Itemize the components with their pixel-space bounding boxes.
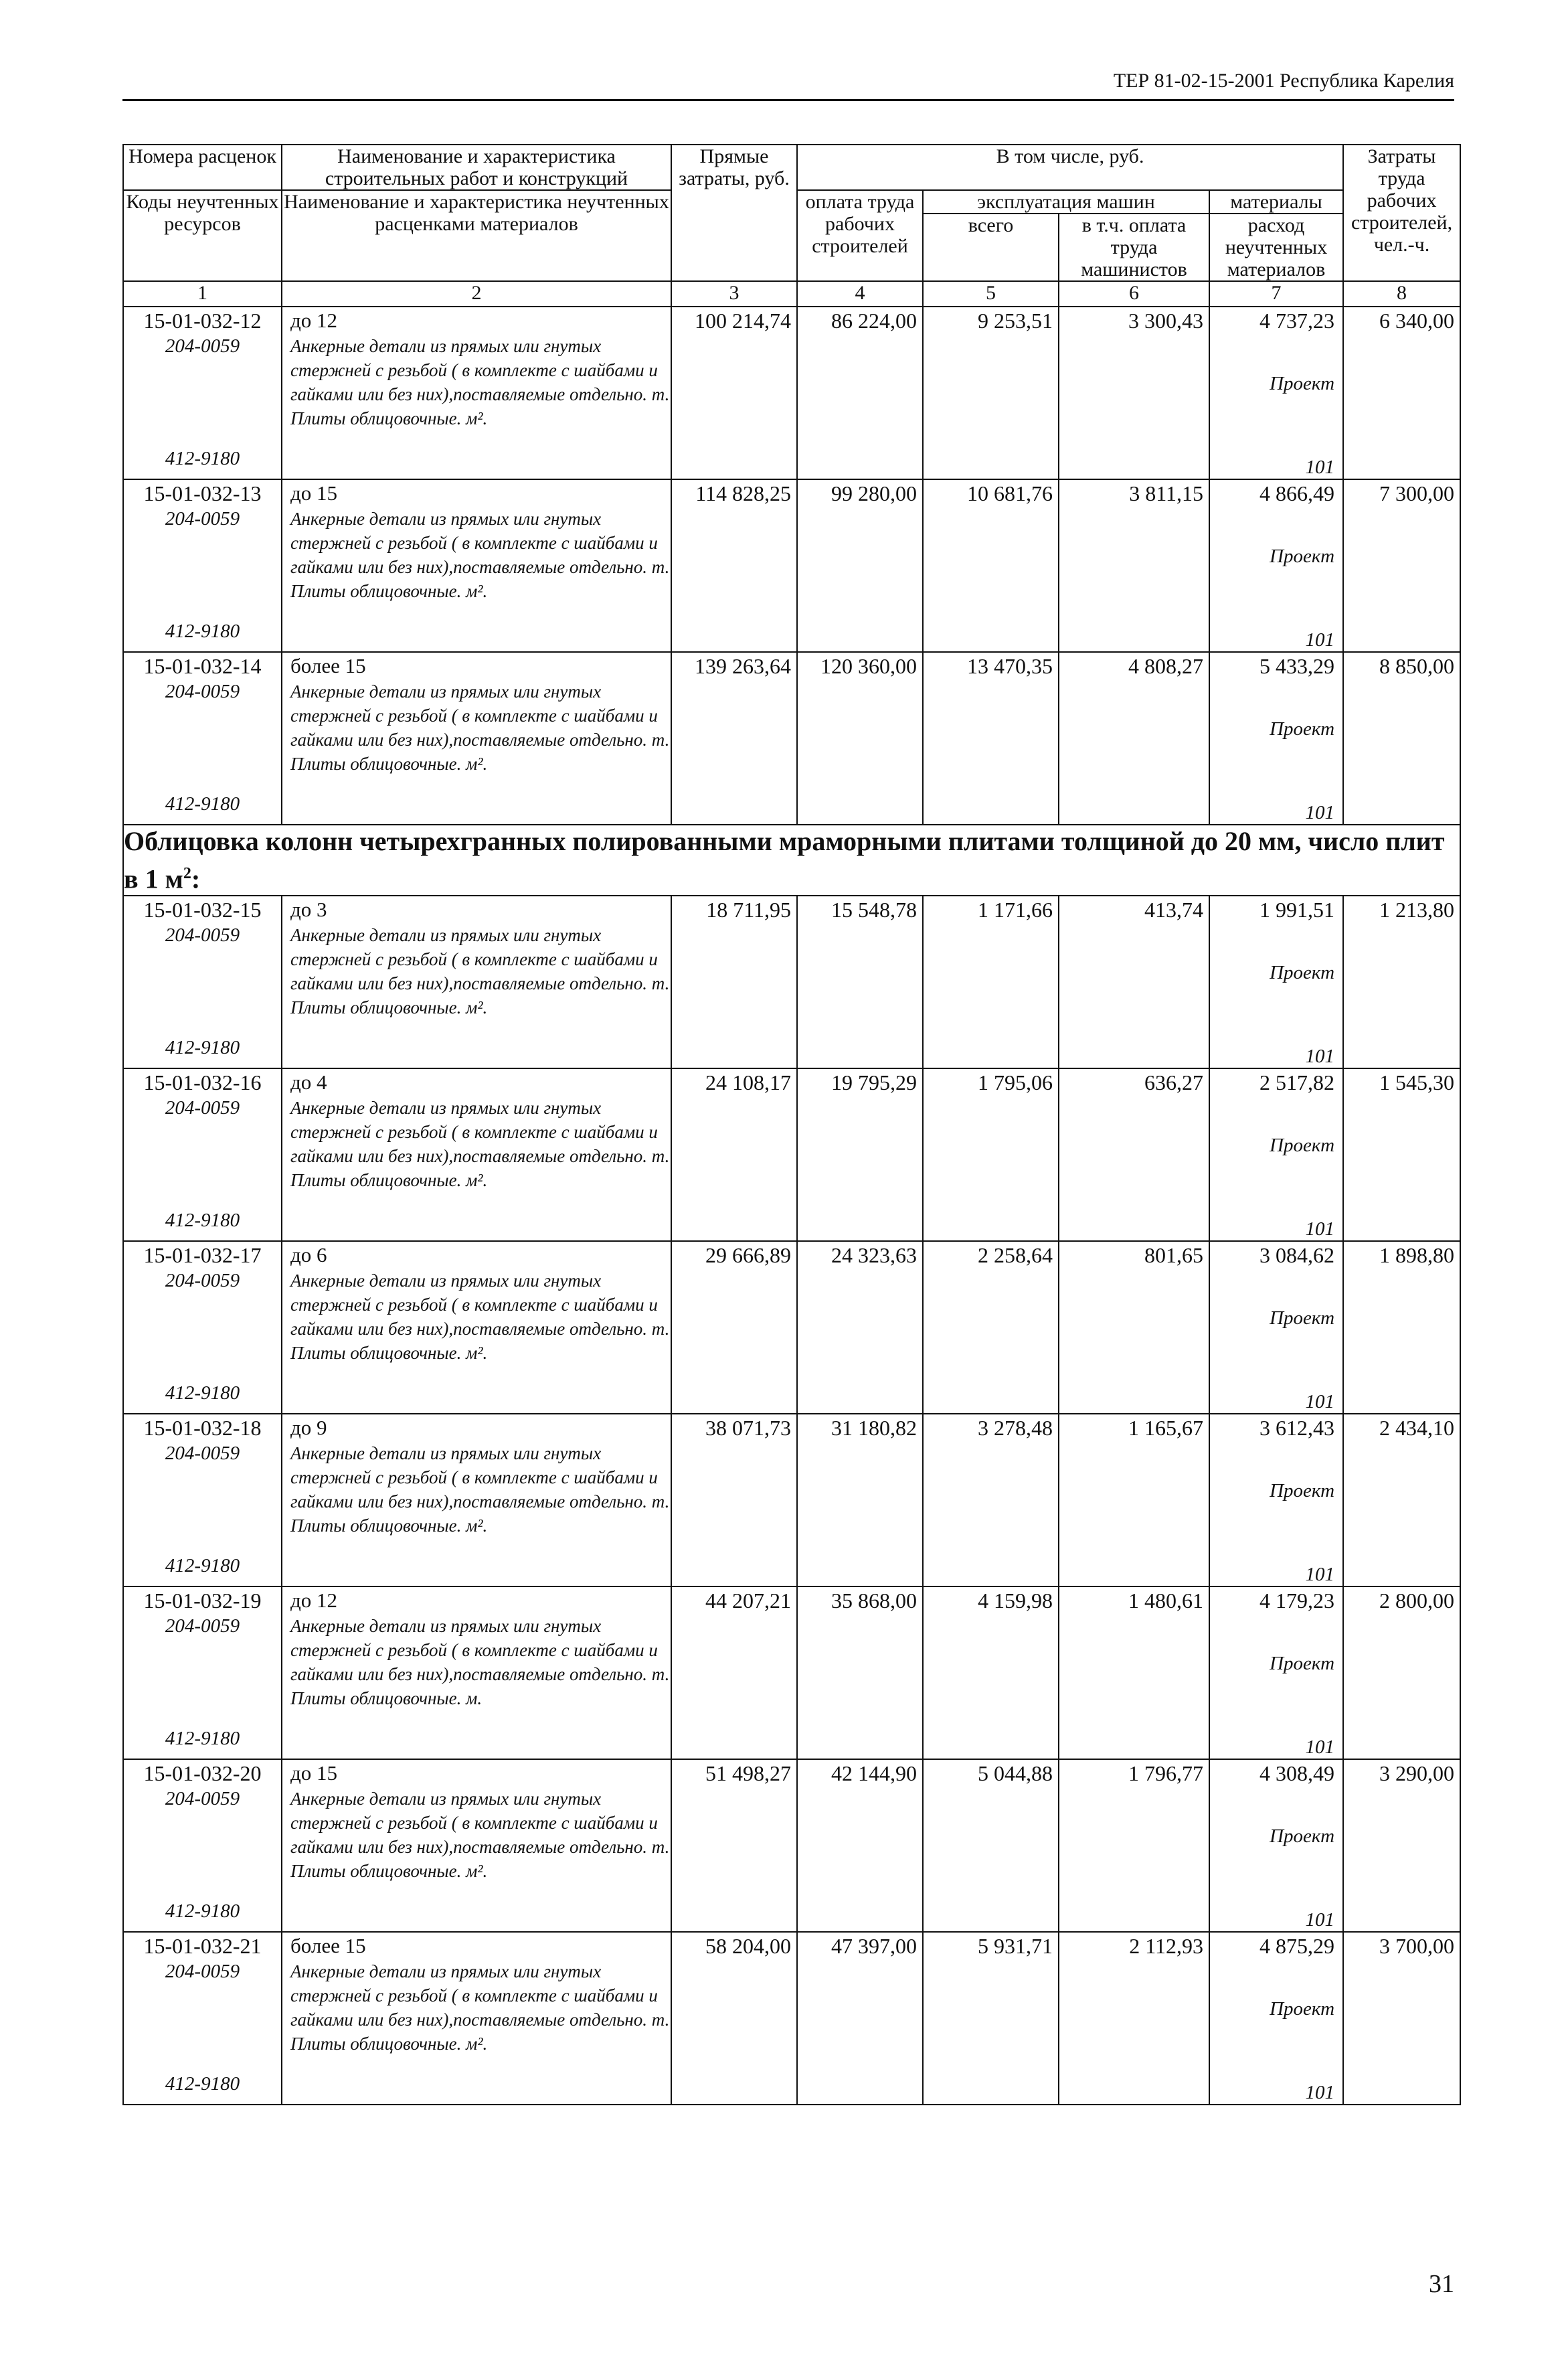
labor-cost: 2 800,00	[1343, 1586, 1460, 1759]
worker-pay: 120 360,00	[797, 652, 923, 825]
rate-code: 15-01-032-16	[143, 1070, 262, 1095]
name-cell	[282, 896, 671, 1068]
anchor-description: Анкерные детали из прямых или гнутых стержней с резьбой ( в комплекте с шайбами и гайками или без них),поставляемые отдельно. т.	[290, 1271, 670, 1339]
code-cell	[123, 1414, 282, 1586]
project-label: Проект	[1270, 1653, 1335, 1675]
plate-description: Плиты облицовочные. м².	[290, 754, 488, 774]
anchor-description: Анкерные детали из прямых или гнутых стержней с резьбой ( в комплекте с шайбами и гайками или без них),поставляемые отдельно. т.	[290, 1789, 670, 1858]
table-row	[123, 1241, 1460, 1414]
anchor-description: Анкерные детали из прямых или гнутых стержней с резьбой ( в комплекте с шайбами и гайками или без них),поставляемые отдельно. т.	[290, 1616, 670, 1685]
name-cell	[282, 479, 671, 652]
anchor-description: Анкерные детали из прямых или гнутых стержней с резьбой ( в комплекте с шайбами и гайками или без них),поставляемые отдельно. т.	[290, 925, 670, 994]
plate-description: Плиты облицовочные. м².	[290, 408, 488, 428]
plate-resource-code: 412-9180	[165, 1037, 240, 1059]
column-number: 1	[123, 281, 282, 307]
table-row	[123, 479, 1460, 652]
project-label: Проект	[1270, 373, 1335, 394]
name-cell	[282, 1414, 671, 1586]
anchor-resource-code: 204-0059	[165, 508, 240, 529]
table-row	[123, 1759, 1460, 1932]
header-labor: Затраты труда рабочих строителей, чел.-ч.	[1343, 145, 1460, 281]
material-quantity: 101	[1305, 1736, 1335, 1759]
worker-pay: 15 548,78	[797, 896, 923, 1068]
item-name: до 6	[290, 1243, 327, 1267]
name-cell	[282, 1759, 671, 1932]
column-number: 7	[1209, 281, 1343, 307]
material-quantity: 101	[1305, 1391, 1335, 1413]
code-cell	[123, 652, 282, 825]
column-number: 3	[671, 281, 797, 307]
item-name: более 15	[290, 1934, 366, 1958]
header-work-name: Наименование и характеристика строительных работ и конструкций	[282, 145, 671, 190]
plate-description: Плиты облицовочные. м².	[290, 1170, 488, 1191]
materials-cost: 4 875,29	[1259, 1934, 1335, 1959]
materials-cost: 4 737,23	[1259, 309, 1335, 333]
materials-cost: 3 084,62	[1259, 1243, 1335, 1268]
materials-cell	[1209, 307, 1343, 479]
rate-code: 15-01-032-20	[143, 1761, 262, 1786]
plate-description: Плиты облицовочные. м².	[290, 2034, 488, 2054]
plate-resource-code: 412-9180	[165, 1382, 240, 1404]
machinist-pay: 3 300,43	[1059, 307, 1209, 479]
machine-cost: 5 044,88	[923, 1759, 1059, 1932]
item-name: до 12	[290, 1588, 338, 1613]
direct-cost: 38 071,73	[671, 1414, 797, 1586]
labor-cost: 2 434,10	[1343, 1414, 1460, 1586]
labor-cost: 3 290,00	[1343, 1759, 1460, 1932]
direct-cost: 58 204,00	[671, 1932, 797, 2105]
code-cell	[123, 1241, 282, 1414]
materials-cell	[1209, 1068, 1343, 1241]
anchor-description: Анкерные детали из прямых или гнутых стержней с резьбой ( в комплекте с шайбами и гайками или без них),поставляемые отдельно. т.	[290, 681, 670, 750]
item-name: до 4	[290, 1070, 327, 1094]
direct-cost: 114 828,25	[671, 479, 797, 652]
worker-pay: 86 224,00	[797, 307, 923, 479]
rate-code: 15-01-032-15	[143, 898, 262, 922]
materials-cell	[1209, 1241, 1343, 1414]
labor-cost: 7 300,00	[1343, 479, 1460, 652]
anchor-description: Анкерные детали из прямых или гнутых стержней с резьбой ( в комплекте с шайбами и гайками или без них),поставляемые отдельно. т.	[290, 509, 670, 577]
direct-cost: 44 207,21	[671, 1586, 797, 1759]
code-cell	[123, 896, 282, 1068]
code-cell	[123, 1759, 282, 1932]
machine-cost: 2 258,64	[923, 1241, 1059, 1414]
materials-cell	[1209, 1586, 1343, 1759]
materials-cell	[1209, 1759, 1343, 1932]
name-cell	[282, 307, 671, 479]
materials-cost: 4 308,49	[1259, 1761, 1335, 1786]
machinist-pay: 2 112,93	[1059, 1932, 1209, 2105]
machinist-pay: 4 808,27	[1059, 652, 1209, 825]
plate-description: Плиты облицовочные. м².	[290, 581, 488, 601]
materials-cell	[1209, 1932, 1343, 2105]
materials-cost: 2 517,82	[1259, 1070, 1335, 1095]
section-heading	[123, 825, 1460, 896]
machine-cost: 3 278,48	[923, 1414, 1059, 1586]
materials-cell	[1209, 896, 1343, 1068]
materials-cost: 4 179,23	[1259, 1588, 1335, 1613]
plate-resource-code: 412-9180	[165, 1210, 240, 1232]
rate-code: 15-01-032-14	[143, 654, 262, 678]
table-row	[123, 307, 1460, 479]
plate-resource-code: 412-9180	[165, 2073, 240, 2095]
code-cell	[123, 1586, 282, 1759]
header-resource-codes: Коды неучтенных ресурсов	[123, 190, 282, 281]
materials-cost: 1 991,51	[1259, 898, 1335, 922]
plate-description: Плиты облицовочные. м².	[290, 997, 488, 1018]
labor-cost: 6 340,00	[1343, 307, 1460, 479]
anchor-resource-code: 204-0059	[165, 1615, 240, 1637]
rate-code: 15-01-032-18	[143, 1416, 262, 1441]
section-heading-superscript: 2	[183, 865, 191, 882]
header-row-1	[123, 145, 1460, 190]
worker-pay: 42 144,90	[797, 1759, 923, 1932]
item-name: до 15	[290, 1761, 338, 1785]
material-quantity: 101	[1305, 2082, 1335, 2104]
worker-pay: 99 280,00	[797, 479, 923, 652]
name-cell	[282, 1241, 671, 1414]
header-machines: эксплуатация машин	[923, 190, 1209, 214]
column-number: 6	[1059, 281, 1209, 307]
materials-cell	[1209, 1414, 1343, 1586]
machine-cost: 13 470,35	[923, 652, 1059, 825]
code-cell	[123, 479, 282, 652]
plate-resource-code: 412-9180	[165, 621, 240, 642]
anchor-resource-code: 204-0059	[165, 1443, 240, 1465]
name-cell	[282, 652, 671, 825]
header-material-name: Наименование и характеристика неучтенных расценками материалов	[282, 190, 671, 281]
section-heading-text: Облицовка колонн четырехгранных полированными мраморными плитами толщиной до 20 мм, число плит в 1 м	[124, 826, 1445, 894]
worker-pay: 24 323,63	[797, 1241, 923, 1414]
direct-cost: 51 498,27	[671, 1759, 797, 1932]
labor-cost: 1 898,80	[1343, 1241, 1460, 1414]
page-number: 31	[1429, 2270, 1454, 2298]
header-machines-total: всего	[923, 214, 1059, 281]
column-number: 5	[923, 281, 1059, 307]
material-quantity: 101	[1305, 457, 1335, 478]
anchor-resource-code: 204-0059	[165, 1788, 240, 1810]
header-direct-costs: Прямые затраты, руб.	[671, 145, 797, 281]
anchor-resource-code: 204-0059	[165, 1270, 240, 1292]
labor-cost: 1 213,80	[1343, 896, 1460, 1068]
rate-code: 15-01-032-21	[143, 1934, 262, 1959]
anchor-resource-code: 204-0059	[165, 1961, 240, 1983]
anchor-resource-code: 204-0059	[165, 681, 240, 702]
plate-resource-code: 412-9180	[165, 448, 240, 469]
machine-cost: 9 253,51	[923, 307, 1059, 479]
machinist-pay: 1 165,67	[1059, 1414, 1209, 1586]
material-quantity: 101	[1305, 1046, 1335, 1068]
plate-description: Плиты облицовочные. м².	[290, 1516, 488, 1536]
column-numbers-row	[123, 281, 1460, 307]
materials-cell	[1209, 652, 1343, 825]
machinist-pay: 636,27	[1059, 1068, 1209, 1241]
anchor-resource-code: 204-0059	[165, 924, 240, 947]
machine-cost: 5 931,71	[923, 1932, 1059, 2105]
column-number: 2	[282, 281, 671, 307]
project-label: Проект	[1270, 1135, 1335, 1157]
table-body-b	[123, 896, 1460, 2105]
code-cell	[123, 1068, 282, 1241]
name-cell	[282, 1068, 671, 1241]
machine-cost: 4 159,98	[923, 1586, 1059, 1759]
price-table	[122, 144, 1461, 2105]
machine-cost: 10 681,76	[923, 479, 1059, 652]
machinist-pay: 413,74	[1059, 896, 1209, 1068]
table-row	[123, 1586, 1460, 1759]
header-material-use: расход неучтенных материалов	[1209, 214, 1343, 281]
header-worker-pay: оплата труда рабочих строителей	[797, 190, 923, 281]
worker-pay: 35 868,00	[797, 1586, 923, 1759]
header-rate-number: Номера расценок	[123, 145, 282, 190]
plate-resource-code: 412-9180	[165, 1728, 240, 1750]
plate-resource-code: 412-9180	[165, 793, 240, 815]
anchor-description: Анкерные детали из прямых или гнутых стержней с резьбой ( в комплекте с шайбами и гайками или без них),поставляемые отдельно. т.	[290, 1961, 670, 2030]
table-row	[123, 896, 1460, 1068]
machinist-pay: 3 811,15	[1059, 479, 1209, 652]
labor-cost: 8 850,00	[1343, 652, 1460, 825]
materials-cost: 5 433,29	[1259, 654, 1335, 678]
material-quantity: 101	[1305, 1564, 1335, 1586]
worker-pay: 47 397,00	[797, 1932, 923, 2105]
direct-cost: 24 108,17	[671, 1068, 797, 1241]
rate-code: 15-01-032-12	[143, 309, 262, 333]
direct-cost: 100 214,74	[671, 307, 797, 479]
rate-code: 15-01-032-19	[143, 1588, 262, 1613]
header-materials: материалы	[1209, 190, 1343, 214]
labor-cost: 1 545,30	[1343, 1068, 1460, 1241]
anchor-resource-code: 204-0059	[165, 335, 240, 357]
table-row	[123, 652, 1460, 825]
column-number: 4	[797, 281, 923, 307]
item-name: до 9	[290, 1416, 327, 1440]
material-quantity: 101	[1305, 629, 1335, 651]
materials-cost: 3 612,43	[1259, 1416, 1335, 1441]
direct-cost: 18 711,95	[671, 896, 797, 1068]
item-name: более 15	[290, 654, 366, 677]
table-row	[123, 1932, 1460, 2105]
project-label: Проект	[1270, 546, 1335, 567]
worker-pay: 19 795,29	[797, 1068, 923, 1241]
machine-cost: 1 171,66	[923, 896, 1059, 1068]
project-label: Проект	[1270, 962, 1335, 984]
document-title: ТЕР 81-02-15-2001 Республика Карелия	[1113, 70, 1454, 92]
item-name: до 3	[290, 898, 327, 922]
plate-resource-code: 412-9180	[165, 1555, 240, 1577]
anchor-description: Анкерные детали из прямых или гнутых стержней с резьбой ( в комплекте с шайбами и гайками или без них),поставляемые отдельно. т.	[290, 1098, 670, 1167]
direct-cost: 139 263,64	[671, 652, 797, 825]
project-label: Проект	[1270, 718, 1335, 740]
table-body-a	[123, 307, 1460, 825]
section-heading-row	[123, 825, 1460, 896]
anchor-resource-code: 204-0059	[165, 1097, 240, 1119]
rate-code: 15-01-032-13	[143, 481, 262, 505]
worker-pay: 31 180,82	[797, 1414, 923, 1586]
labor-cost: 3 700,00	[1343, 1932, 1460, 2105]
table-row	[123, 1068, 1460, 1241]
material-quantity: 101	[1305, 1218, 1335, 1240]
header-rule	[122, 99, 1454, 101]
materials-cost: 4 866,49	[1259, 481, 1335, 505]
anchor-description: Анкерные детали из прямых или гнутых стержней с резьбой ( в комплекте с шайбами и гайками или без них),поставляемые отдельно. т.	[290, 1443, 670, 1512]
table-row	[123, 1414, 1460, 1586]
materials-cell	[1209, 479, 1343, 652]
plate-description: Плиты облицовочные. м.	[290, 1688, 483, 1709]
material-quantity: 101	[1305, 1909, 1335, 1931]
header-including: В том числе, руб.	[797, 145, 1343, 190]
project-label: Проект	[1270, 1307, 1335, 1329]
code-cell	[123, 1932, 282, 2105]
machine-cost: 1 795,06	[923, 1068, 1059, 1241]
section-heading-tail: :	[191, 864, 201, 894]
direct-cost: 29 666,89	[671, 1241, 797, 1414]
header-machinist-pay: в т.ч. оплата труда машинистов	[1059, 214, 1209, 281]
project-label: Проект	[1270, 1825, 1335, 1848]
machinist-pay: 1 480,61	[1059, 1586, 1209, 1759]
material-quantity: 101	[1305, 802, 1335, 823]
column-number: 8	[1343, 281, 1460, 307]
name-cell	[282, 1932, 671, 2105]
machinist-pay: 1 796,77	[1059, 1759, 1209, 1932]
anchor-description: Анкерные детали из прямых или гнутых стержней с резьбой ( в комплекте с шайбами и гайками или без них),поставляемые отдельно. т.	[290, 336, 670, 404]
name-cell	[282, 1586, 671, 1759]
rate-code: 15-01-032-17	[143, 1243, 262, 1268]
plate-description: Плиты облицовочные. м².	[290, 1343, 488, 1364]
code-cell	[123, 307, 282, 479]
project-label: Проект	[1270, 1998, 1335, 2020]
machinist-pay: 801,65	[1059, 1241, 1209, 1414]
item-name: до 12	[290, 309, 338, 332]
plate-resource-code: 412-9180	[165, 1900, 240, 1923]
project-label: Проект	[1270, 1480, 1335, 1502]
item-name: до 15	[290, 481, 338, 505]
plate-description: Плиты облицовочные. м².	[290, 1861, 488, 1882]
